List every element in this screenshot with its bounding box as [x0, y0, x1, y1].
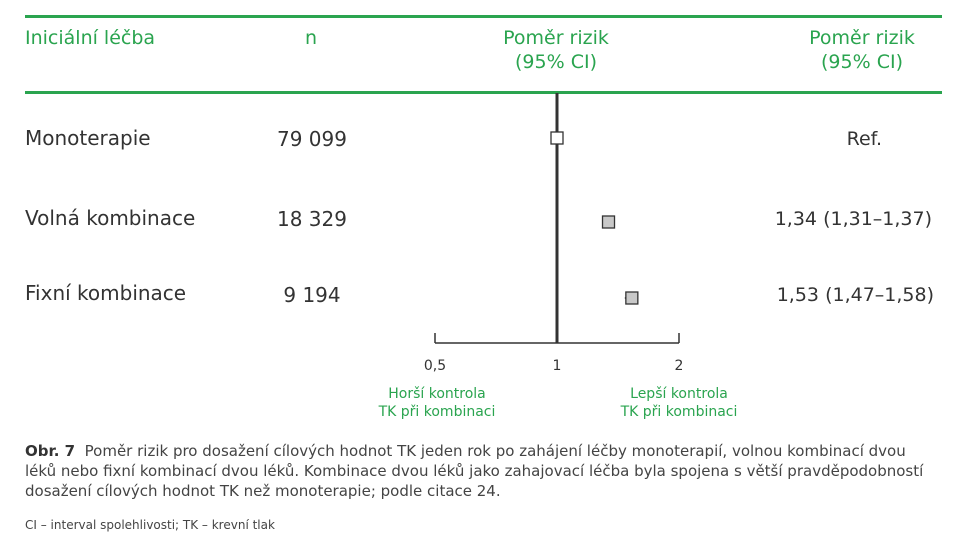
caption-text: Poměr rizik pro dosažení cílových hodnot TK jeden rok po zahájení léčby monoterapií, volnou kombinací dvou léků nebo fixní kombinací dvou léků. Kombinace dvou léků jako zahajovací léčba byla spojena s větší pravděpodobností dosažení cílových hodnot TK než monoterapie; podle citace 24.: [25, 442, 924, 500]
row-n-fixed-combination: 9 194: [283, 283, 341, 307]
better-control-label: [599, 385, 759, 421]
worse-control-label-line1: Horší kontrola: [388, 386, 486, 402]
hr-marker-2: [626, 292, 638, 304]
better-control-label-line1: Lepší kontrola: [630, 386, 728, 402]
row-ratio-monotherapy: Ref.: [846, 128, 882, 150]
x-tick-label-2: 2: [674, 358, 684, 374]
x-tick-label-0: 0,5: [423, 358, 447, 374]
figure-caption: [25, 441, 935, 501]
row-ratio-free-combination: 1,34 (1,31–1,37): [774, 208, 932, 230]
hr-marker-0: [551, 132, 563, 144]
row-ratio-fixed-combination: 1,53 (1,47–1,58): [776, 284, 934, 306]
header-hazard-ratio-text-line2: (95% CI): [821, 51, 903, 73]
header-initial-therapy: Iniciální léčba: [25, 27, 156, 49]
header-hazard-ratio-text-line1: Poměr rizik: [809, 27, 915, 49]
hr-marker-1: [603, 216, 615, 228]
row-n-free-combination: 18 329: [277, 207, 347, 231]
row-label-fixed-combination: Fixní kombinace: [25, 281, 187, 305]
x-tick-label-1: 1: [552, 358, 562, 374]
row-n-monotherapy: 79 099: [277, 127, 347, 151]
better-control-label-line2: TK při kombinaci: [620, 404, 738, 420]
header-hazard-ratio-plot-line1: Poměr rizik: [503, 27, 609, 49]
row-label-free-combination: Volná kombinace: [25, 206, 196, 230]
row-label-monotherapy: Monoterapie: [25, 126, 151, 150]
caption-prefix: Obr. 7: [25, 442, 76, 460]
header-n: n: [305, 27, 318, 49]
footnote: CI – interval spolehlivosti; TK – krevní tlak: [25, 518, 275, 532]
worse-control-label: [357, 385, 517, 421]
header-hazard-ratio-plot-line2: (95% CI): [515, 51, 597, 73]
worse-control-label-line2: TK při kombinaci: [378, 404, 496, 420]
